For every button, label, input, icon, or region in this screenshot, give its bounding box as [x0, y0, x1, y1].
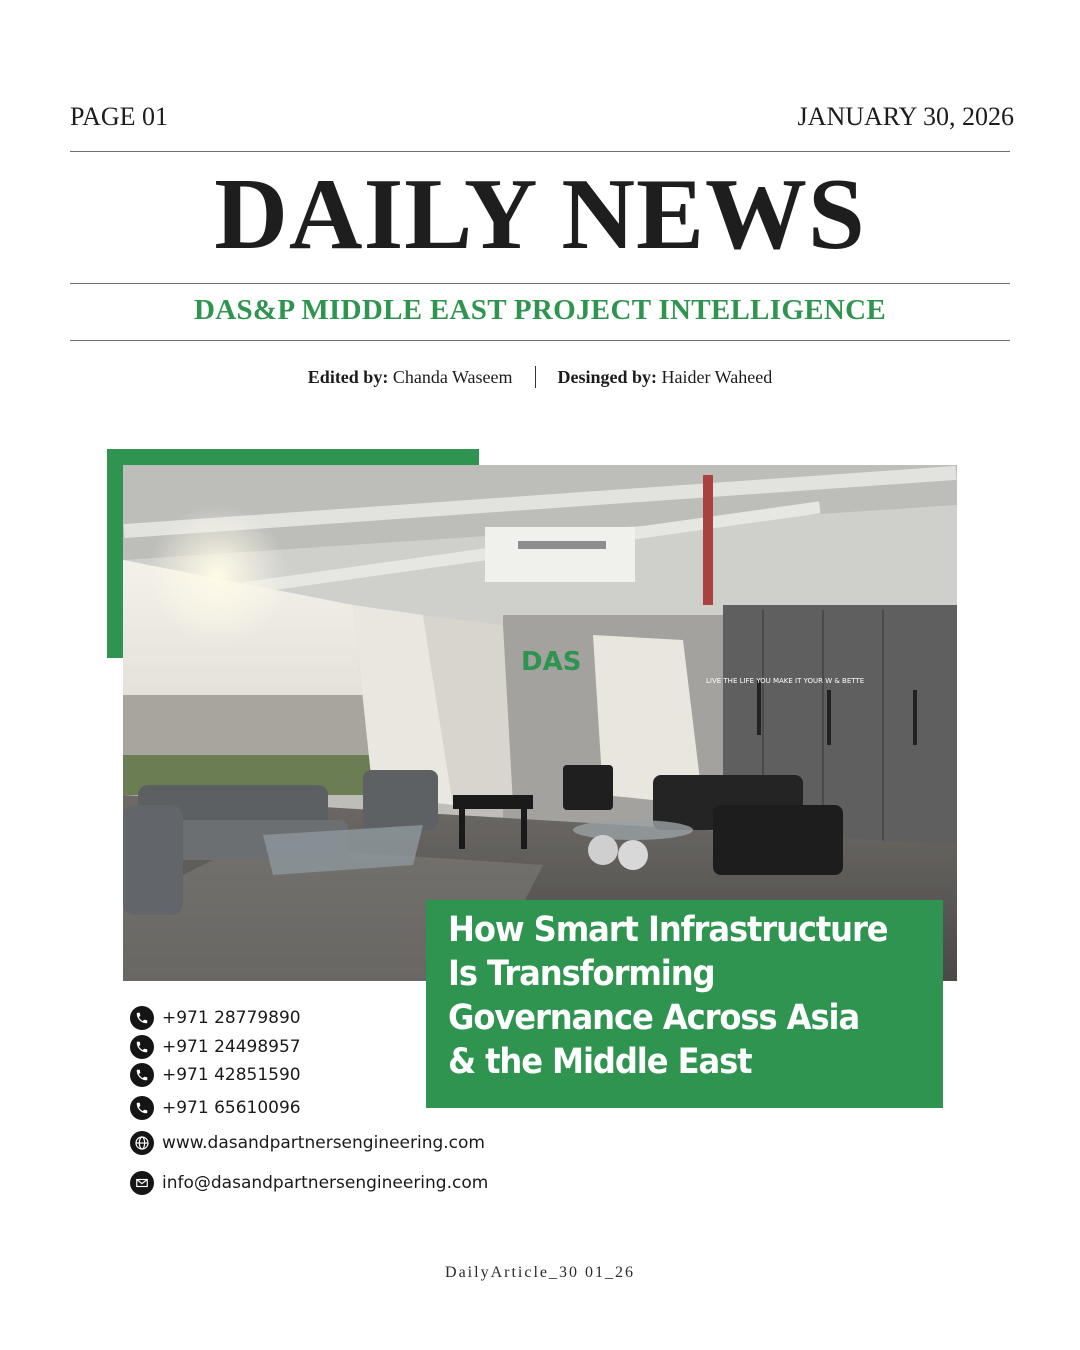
masthead-title: DAILY NEWS: [214, 158, 866, 271]
designer-name: Haider Waheed: [661, 366, 773, 387]
email-row: [130, 1171, 488, 1195]
designed-by-label: Desinged by:: [557, 366, 658, 387]
phone-row-3: [130, 1063, 301, 1087]
website-row: [130, 1131, 485, 1155]
wall-signage: DAS: [521, 647, 582, 677]
phone-number[interactable]: +971 24498957: [162, 1037, 301, 1057]
website-link[interactable]: www.dasandpartnersengineering.com: [162, 1133, 485, 1153]
masthead-divider: [70, 283, 1010, 284]
article-id: DailyArticle_30 01_26: [445, 1264, 635, 1281]
credits-separator: [535, 366, 536, 388]
wall-lettering: LIVE THE LIFE YOU MAKE IT YOUR W & BETTE: [706, 677, 865, 685]
editor-name: Chanda Waseem: [392, 366, 513, 387]
credits-line: [0, 366, 1080, 388]
phone-icon: [130, 1096, 154, 1120]
top-divider: [70, 151, 1010, 152]
phone-icon: [130, 1063, 154, 1087]
phone-icon: [130, 1006, 154, 1030]
designer-credit: [558, 367, 773, 388]
edited-by-label: Edited by:: [307, 366, 389, 387]
page-number: PAGE 01: [70, 102, 169, 131]
email-link[interactable]: info@dasandpartnersengineering.com: [162, 1173, 489, 1193]
phone-row-2: [130, 1035, 301, 1059]
phone-number[interactable]: +971 28779890: [162, 1008, 301, 1028]
editor-credit: [308, 367, 513, 388]
phone-number[interactable]: +971 42851590: [162, 1065, 301, 1085]
publication-subtitle: DAS&P MIDDLE EAST PROJECT INTELLIGENCE: [194, 294, 886, 326]
phone-row-1: [130, 1006, 301, 1030]
headline-box: [426, 900, 943, 1108]
phone-icon: [130, 1035, 154, 1059]
subtitle-divider: [70, 340, 1010, 341]
globe-icon: [130, 1131, 154, 1155]
mail-icon: [130, 1171, 154, 1195]
phone-number[interactable]: +971 65610096: [162, 1098, 301, 1118]
issue-date: JANUARY 30, 2026: [797, 102, 1014, 131]
feature-headline: How Smart Infrastructure Is Transforming Governance Across Asia & the Middle East: [448, 910, 888, 1082]
phone-row-4: [130, 1096, 301, 1120]
